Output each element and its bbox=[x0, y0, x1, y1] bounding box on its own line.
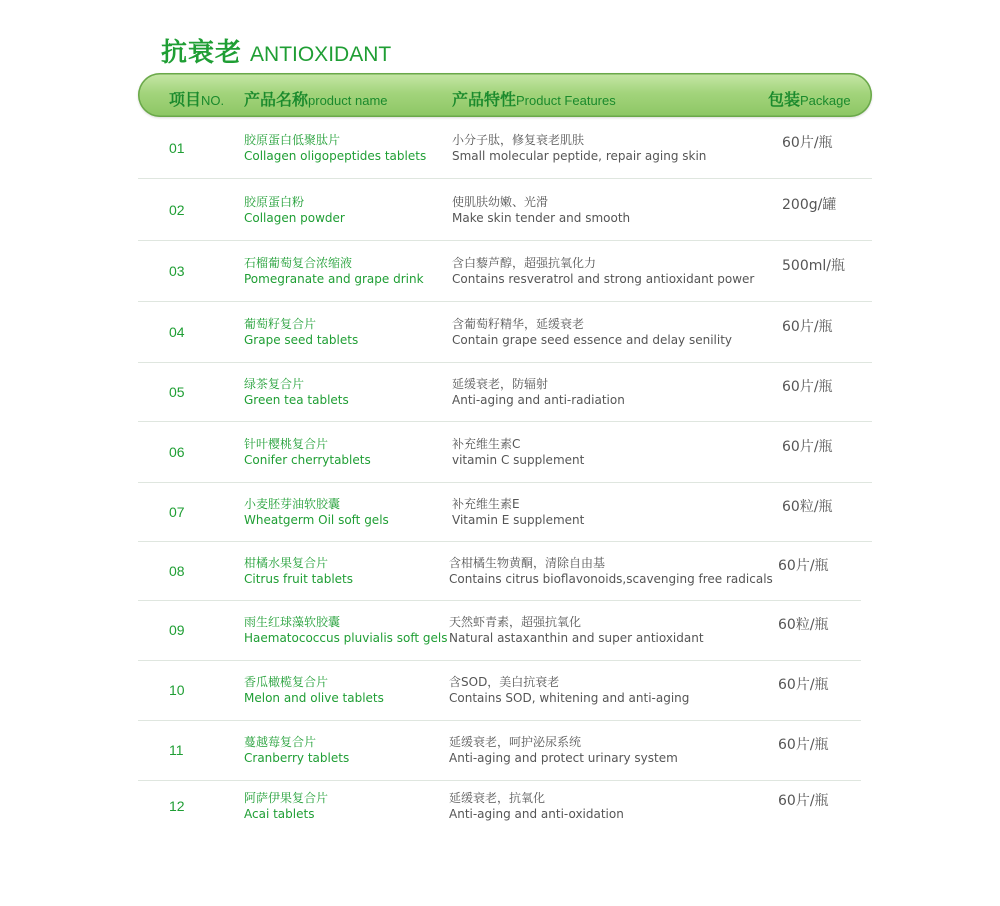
row-number: 09 bbox=[169, 622, 185, 638]
feature-cn: 延缓衰老，防辐射 bbox=[452, 376, 549, 391]
product-name bbox=[244, 362, 349, 421]
product-name-en: Wheatgerm Oil soft gels bbox=[244, 512, 389, 527]
product-features bbox=[452, 421, 584, 482]
product-name-en: Citrus fruit tablets bbox=[244, 571, 353, 586]
table-row bbox=[138, 301, 872, 363]
table-row bbox=[138, 541, 861, 601]
product-name bbox=[244, 301, 358, 362]
feature-en: Anti-aging and anti-oxidation bbox=[449, 807, 624, 821]
product-name-cn: 小麦胚芽油软胶囊 bbox=[244, 496, 341, 511]
feature-en: Contains citrus bioflavonoids,scavenging free radicals bbox=[449, 571, 773, 586]
feature-cn: 天然虾青素，超强抗氧化 bbox=[449, 615, 582, 629]
product-name-cn: 柑橘水果复合片 bbox=[244, 555, 329, 570]
row-number: 05 bbox=[169, 383, 185, 400]
feature-cn: 含柑橘生物黄酮，清除自由基 bbox=[449, 555, 606, 570]
feature-cn: 含白藜芦醇，超强抗氧化力 bbox=[452, 255, 597, 270]
row-number: 02 bbox=[169, 201, 185, 218]
product-name-cn: 石榴葡萄复合浓缩液 bbox=[244, 255, 353, 270]
table-row bbox=[138, 720, 861, 781]
product-name-en: Haematococcus pluvialis soft gels bbox=[244, 631, 448, 645]
page-title bbox=[161, 32, 391, 72]
table-row bbox=[138, 179, 872, 241]
header-no: 项目NO. bbox=[169, 92, 225, 109]
product-features bbox=[452, 301, 732, 362]
product-name-en: Collagen oligopeptides tablets bbox=[244, 149, 427, 163]
feature-en: Make skin tender and smooth bbox=[452, 210, 631, 225]
product-name-cn: 葡萄籽复合片 bbox=[244, 316, 317, 331]
table-row bbox=[138, 118, 872, 179]
table-row bbox=[138, 362, 872, 422]
feature-en: Anti-aging and anti-radiation bbox=[452, 392, 625, 407]
product-features bbox=[449, 600, 704, 660]
package: 500ml/瓶 bbox=[782, 257, 845, 274]
product-name-cn: 绿茶复合片 bbox=[244, 376, 305, 391]
row-number: 03 bbox=[169, 262, 185, 279]
product-features bbox=[449, 780, 624, 832]
table-row bbox=[138, 780, 861, 832]
feature-cn: 含SOD，美白抗衰老 bbox=[449, 675, 560, 689]
product-features bbox=[452, 362, 625, 421]
table-row bbox=[138, 421, 872, 483]
product-name-en: Pomegranate and grape drink bbox=[244, 271, 424, 286]
feature-cn: 小分子肽，修复衰老肌肤 bbox=[452, 133, 585, 147]
feature-en: Contains SOD, whitening and anti-aging bbox=[449, 691, 690, 705]
package: 60片/瓶 bbox=[782, 378, 833, 395]
product-name bbox=[244, 179, 345, 240]
product-features bbox=[452, 240, 754, 301]
product-name bbox=[244, 118, 426, 178]
package: 60片/瓶 bbox=[778, 557, 829, 574]
package: 60片/瓶 bbox=[782, 135, 833, 151]
package: 60片/瓶 bbox=[778, 737, 829, 753]
feature-cn: 补充维生素E bbox=[452, 496, 520, 511]
feature-en: Vitamin E supplement bbox=[452, 512, 585, 527]
feature-en: vitamin C supplement bbox=[452, 452, 585, 467]
product-name bbox=[244, 421, 371, 482]
table-row bbox=[138, 482, 872, 542]
product-features bbox=[452, 179, 630, 240]
product-name-en: Collagen powder bbox=[244, 210, 345, 225]
package: 60片/瓶 bbox=[778, 677, 829, 693]
product-name-cn: 雨生红球藻软胶囊 bbox=[244, 615, 341, 629]
product-features bbox=[449, 660, 689, 720]
package: 200g/罐 bbox=[782, 196, 837, 213]
product-features bbox=[449, 541, 773, 600]
product-name-cn: 蔓越莓复合片 bbox=[244, 735, 317, 749]
row-number: 04 bbox=[169, 323, 185, 340]
row-number: 06 bbox=[169, 443, 185, 460]
product-name-en: Melon and olive tablets bbox=[244, 691, 384, 705]
feature-cn: 延缓衰老，抗氧化 bbox=[449, 791, 546, 805]
package: 60片/瓶 bbox=[782, 318, 833, 335]
table-row bbox=[138, 660, 861, 721]
header-product-features: 产品特性Product Features bbox=[452, 92, 616, 109]
feature-en: Anti-aging and protect urinary system bbox=[449, 751, 678, 765]
row-number: 12 bbox=[169, 798, 185, 814]
row-number: 01 bbox=[169, 140, 185, 156]
package: 60片/瓶 bbox=[778, 793, 829, 809]
table-header bbox=[138, 73, 872, 117]
product-name-en: Cranberry tablets bbox=[244, 751, 350, 765]
product-name bbox=[244, 600, 447, 660]
product-name bbox=[244, 660, 384, 720]
feature-cn: 使肌肤幼嫩、光滑 bbox=[452, 194, 549, 209]
product-name-cn: 胶原蛋白粉 bbox=[244, 194, 305, 209]
package: 60粒/瓶 bbox=[782, 498, 833, 515]
table-row bbox=[138, 240, 872, 302]
product-name-cn: 阿萨伊果复合片 bbox=[244, 791, 329, 805]
product-name-cn: 针叶樱桃复合片 bbox=[244, 436, 329, 451]
table-row bbox=[138, 600, 861, 661]
title-en: ANTIOXIDANT bbox=[250, 43, 392, 66]
product-name bbox=[244, 240, 424, 301]
product-name bbox=[244, 482, 389, 541]
package: 60粒/瓶 bbox=[778, 617, 829, 633]
feature-en: Contain grape seed essence and delay senility bbox=[452, 332, 733, 347]
product-name-en: Acai tablets bbox=[244, 807, 315, 821]
feature-cn: 延缓衰老，呵护泌尿系统 bbox=[449, 735, 582, 749]
row-number: 07 bbox=[169, 503, 185, 520]
product-name-en: Green tea tablets bbox=[244, 392, 349, 407]
row-number: 11 bbox=[169, 742, 184, 758]
product-name bbox=[244, 780, 328, 832]
product-name-cn: 香瓜橄榄复合片 bbox=[244, 675, 329, 689]
feature-en: Contains resveratrol and strong antioxidant power bbox=[452, 271, 755, 286]
header-product-name: 产品名称product name bbox=[244, 92, 388, 109]
product-features bbox=[449, 720, 678, 780]
feature-cn: 补充维生素C bbox=[452, 436, 521, 451]
feature-en: Small molecular peptide, repair aging skin bbox=[452, 149, 707, 163]
title-cn: 抗衰老 bbox=[161, 38, 243, 68]
feature-en: Natural astaxanthin and super antioxidant bbox=[449, 631, 704, 645]
product-name bbox=[244, 720, 349, 780]
row-number: 08 bbox=[169, 562, 185, 579]
row-number: 10 bbox=[169, 682, 185, 698]
product-name-en: Conifer cherrytablets bbox=[244, 452, 371, 467]
header-package: 包装Package bbox=[768, 92, 851, 109]
product-name-en: Grape seed tablets bbox=[244, 332, 359, 347]
product-name-cn: 胶原蛋白低聚肽片 bbox=[244, 133, 341, 147]
package: 60片/瓶 bbox=[782, 438, 833, 455]
feature-cn: 含葡萄籽精华，延缓衰老 bbox=[452, 316, 585, 331]
product-name bbox=[244, 541, 353, 600]
product-features bbox=[452, 482, 584, 541]
product-features bbox=[452, 118, 706, 178]
